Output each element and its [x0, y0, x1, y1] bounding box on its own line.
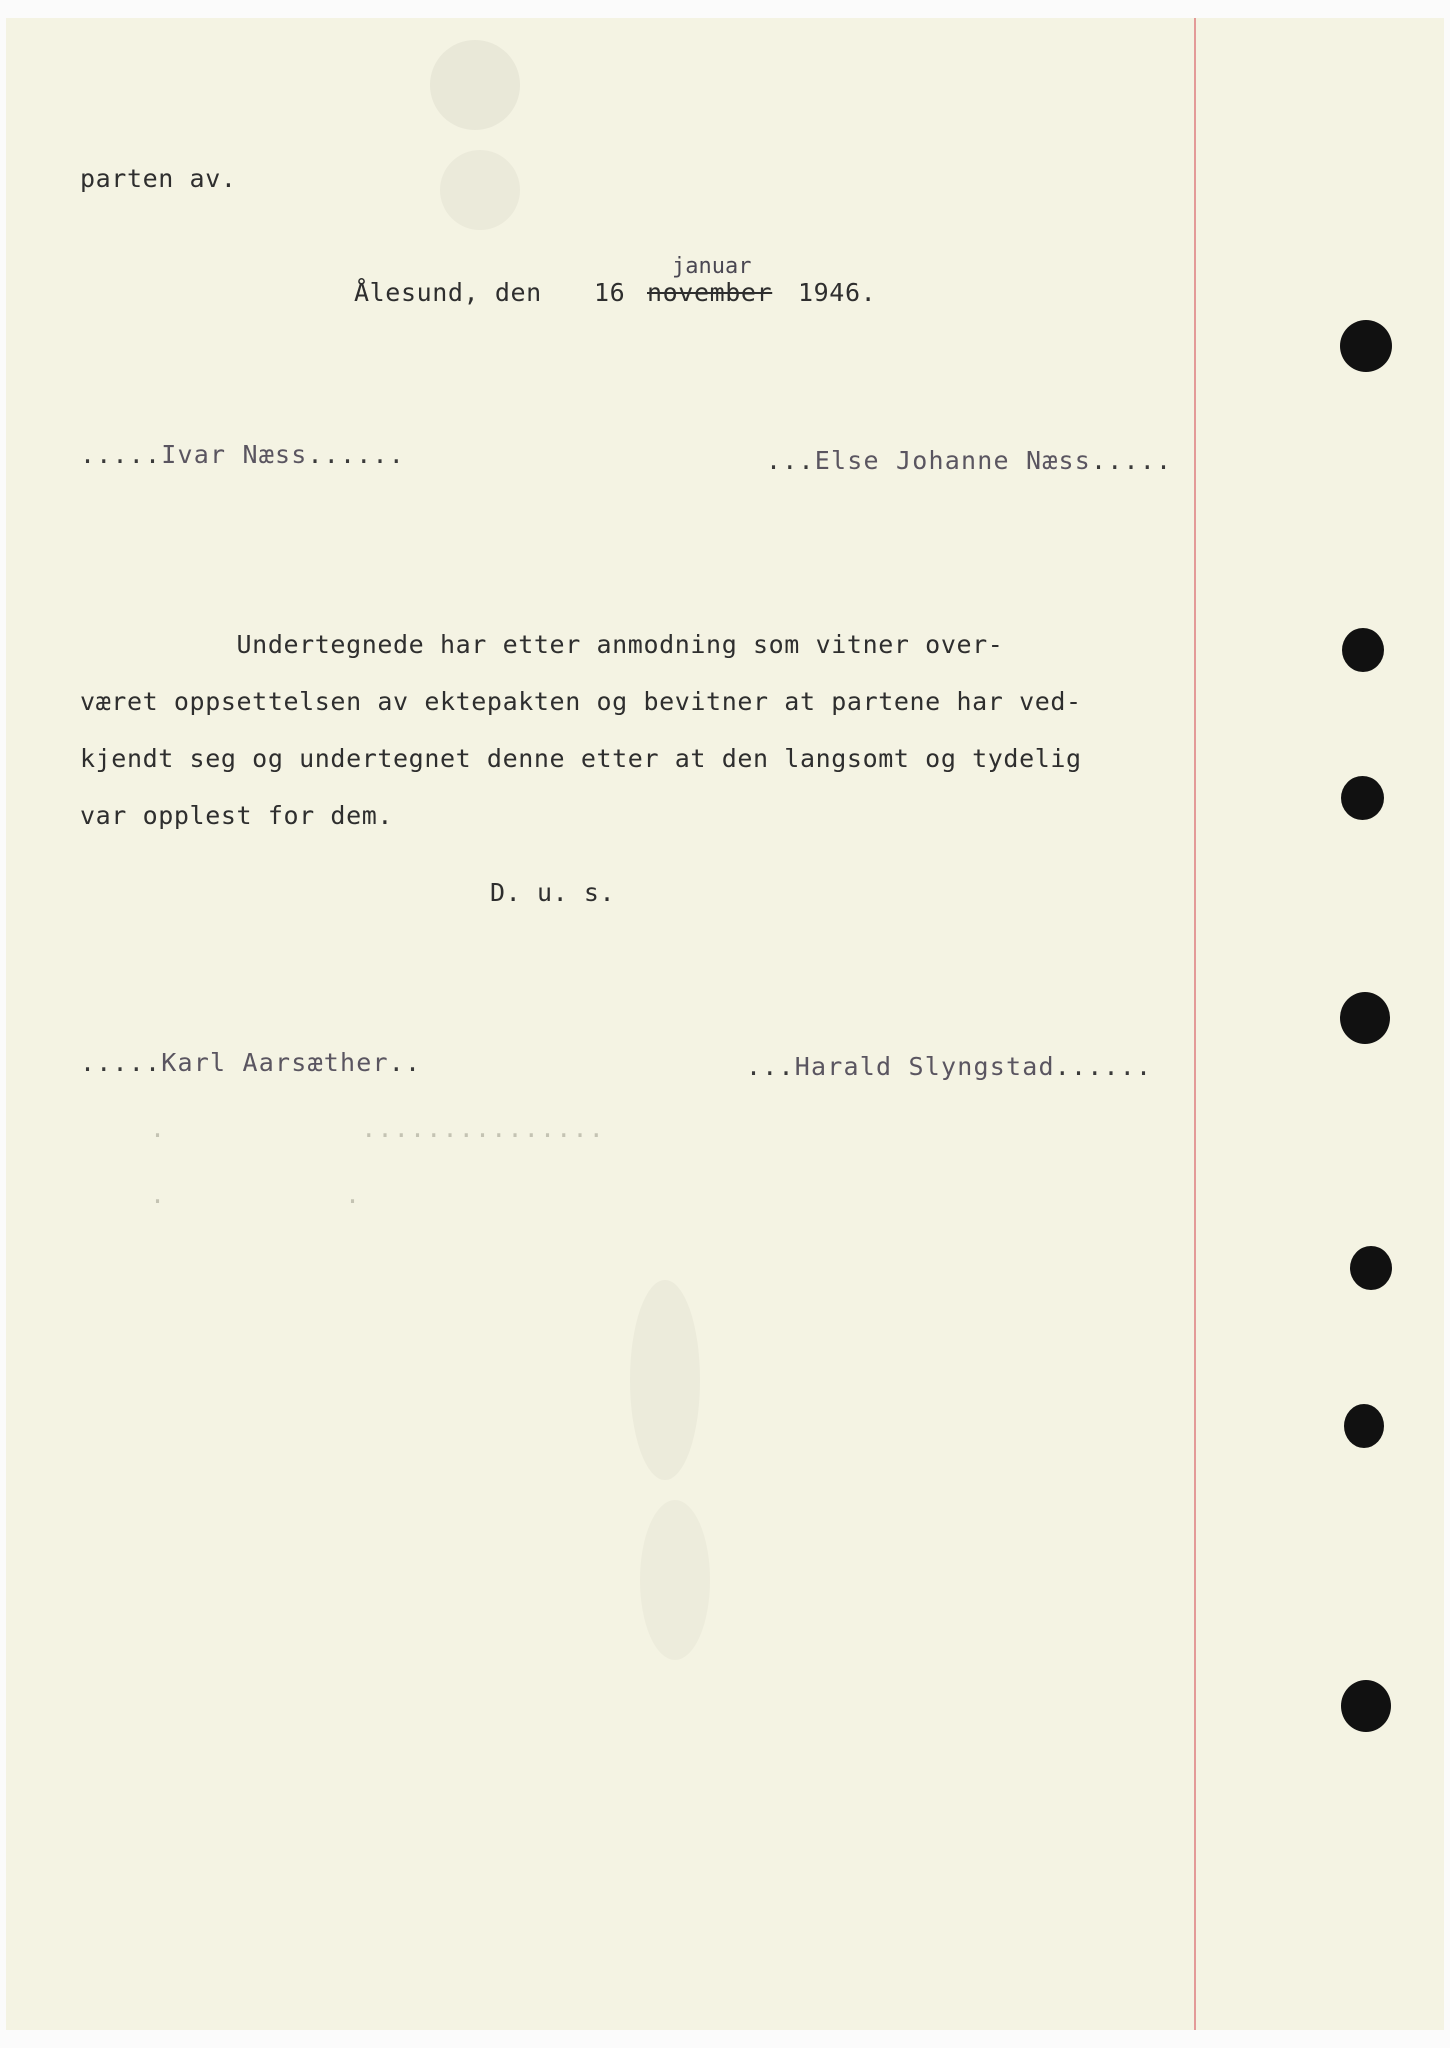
statement-line: været oppsettelsen av ektepakten og bevitner at partene har ved-: [80, 687, 1082, 716]
witness-signature-line-left: .....Karl Aarsæther..: [80, 1048, 422, 1077]
punch-hole-icon: [1344, 1404, 1384, 1448]
punch-hole-icon: [1342, 628, 1384, 672]
date-month-struck: november: [647, 278, 773, 307]
witness-statement: [80, 616, 1180, 844]
faint-dot-row: . ...............: [150, 1114, 606, 1143]
signature-line-right: ...Else Johanne Næss.....: [766, 446, 1173, 475]
scan-border-right: [1444, 0, 1450, 2048]
scan-border-left: [0, 0, 6, 2048]
punch-hole-icon: [1341, 1680, 1391, 1732]
statement-line: Undertegnede har etter anmodning som vitner over-: [80, 630, 1004, 659]
red-margin-rule: [1194, 18, 1196, 2030]
date-year: 1946.: [798, 278, 877, 307]
punch-hole-icon: [1340, 992, 1390, 1044]
bleed-through-mark: [630, 1280, 700, 1480]
signature-else: Else Johanne Næss: [814, 446, 1092, 475]
faint-dot-row: . .: [150, 1180, 362, 1209]
scan-border-top: [0, 0, 1450, 18]
punch-hole-icon: [1340, 320, 1392, 372]
signature-harald: Harald Slyngstad: [794, 1052, 1055, 1081]
witness-signature-line-right: ...Harald Slyngstad......: [746, 1052, 1153, 1081]
signature-ivar: Ivar Næss: [161, 440, 308, 469]
scan-border-bottom: [0, 2030, 1450, 2048]
bleed-through-mark: [440, 150, 520, 230]
place-prefix: Ålesund, den: [354, 278, 542, 307]
statement-line: var opplest for dem.: [80, 801, 394, 830]
punch-hole-icon: [1341, 776, 1384, 820]
date-month-inserted: januar: [672, 254, 752, 279]
signature-line-left: .....Ivar Næss......: [80, 440, 406, 469]
punch-hole-icon: [1350, 1246, 1392, 1290]
signature-karl: Karl Aarsæther: [161, 1048, 389, 1077]
closing-dus: D. u. s.: [490, 878, 616, 907]
statement-line: kjendt seg og undertegnet denne etter at den langsomt og tydelig: [80, 744, 1082, 773]
opening-text: parten av.: [80, 164, 237, 193]
bleed-through-mark: [640, 1500, 710, 1660]
date-day: 16: [594, 278, 626, 307]
bleed-through-mark: [430, 40, 520, 130]
